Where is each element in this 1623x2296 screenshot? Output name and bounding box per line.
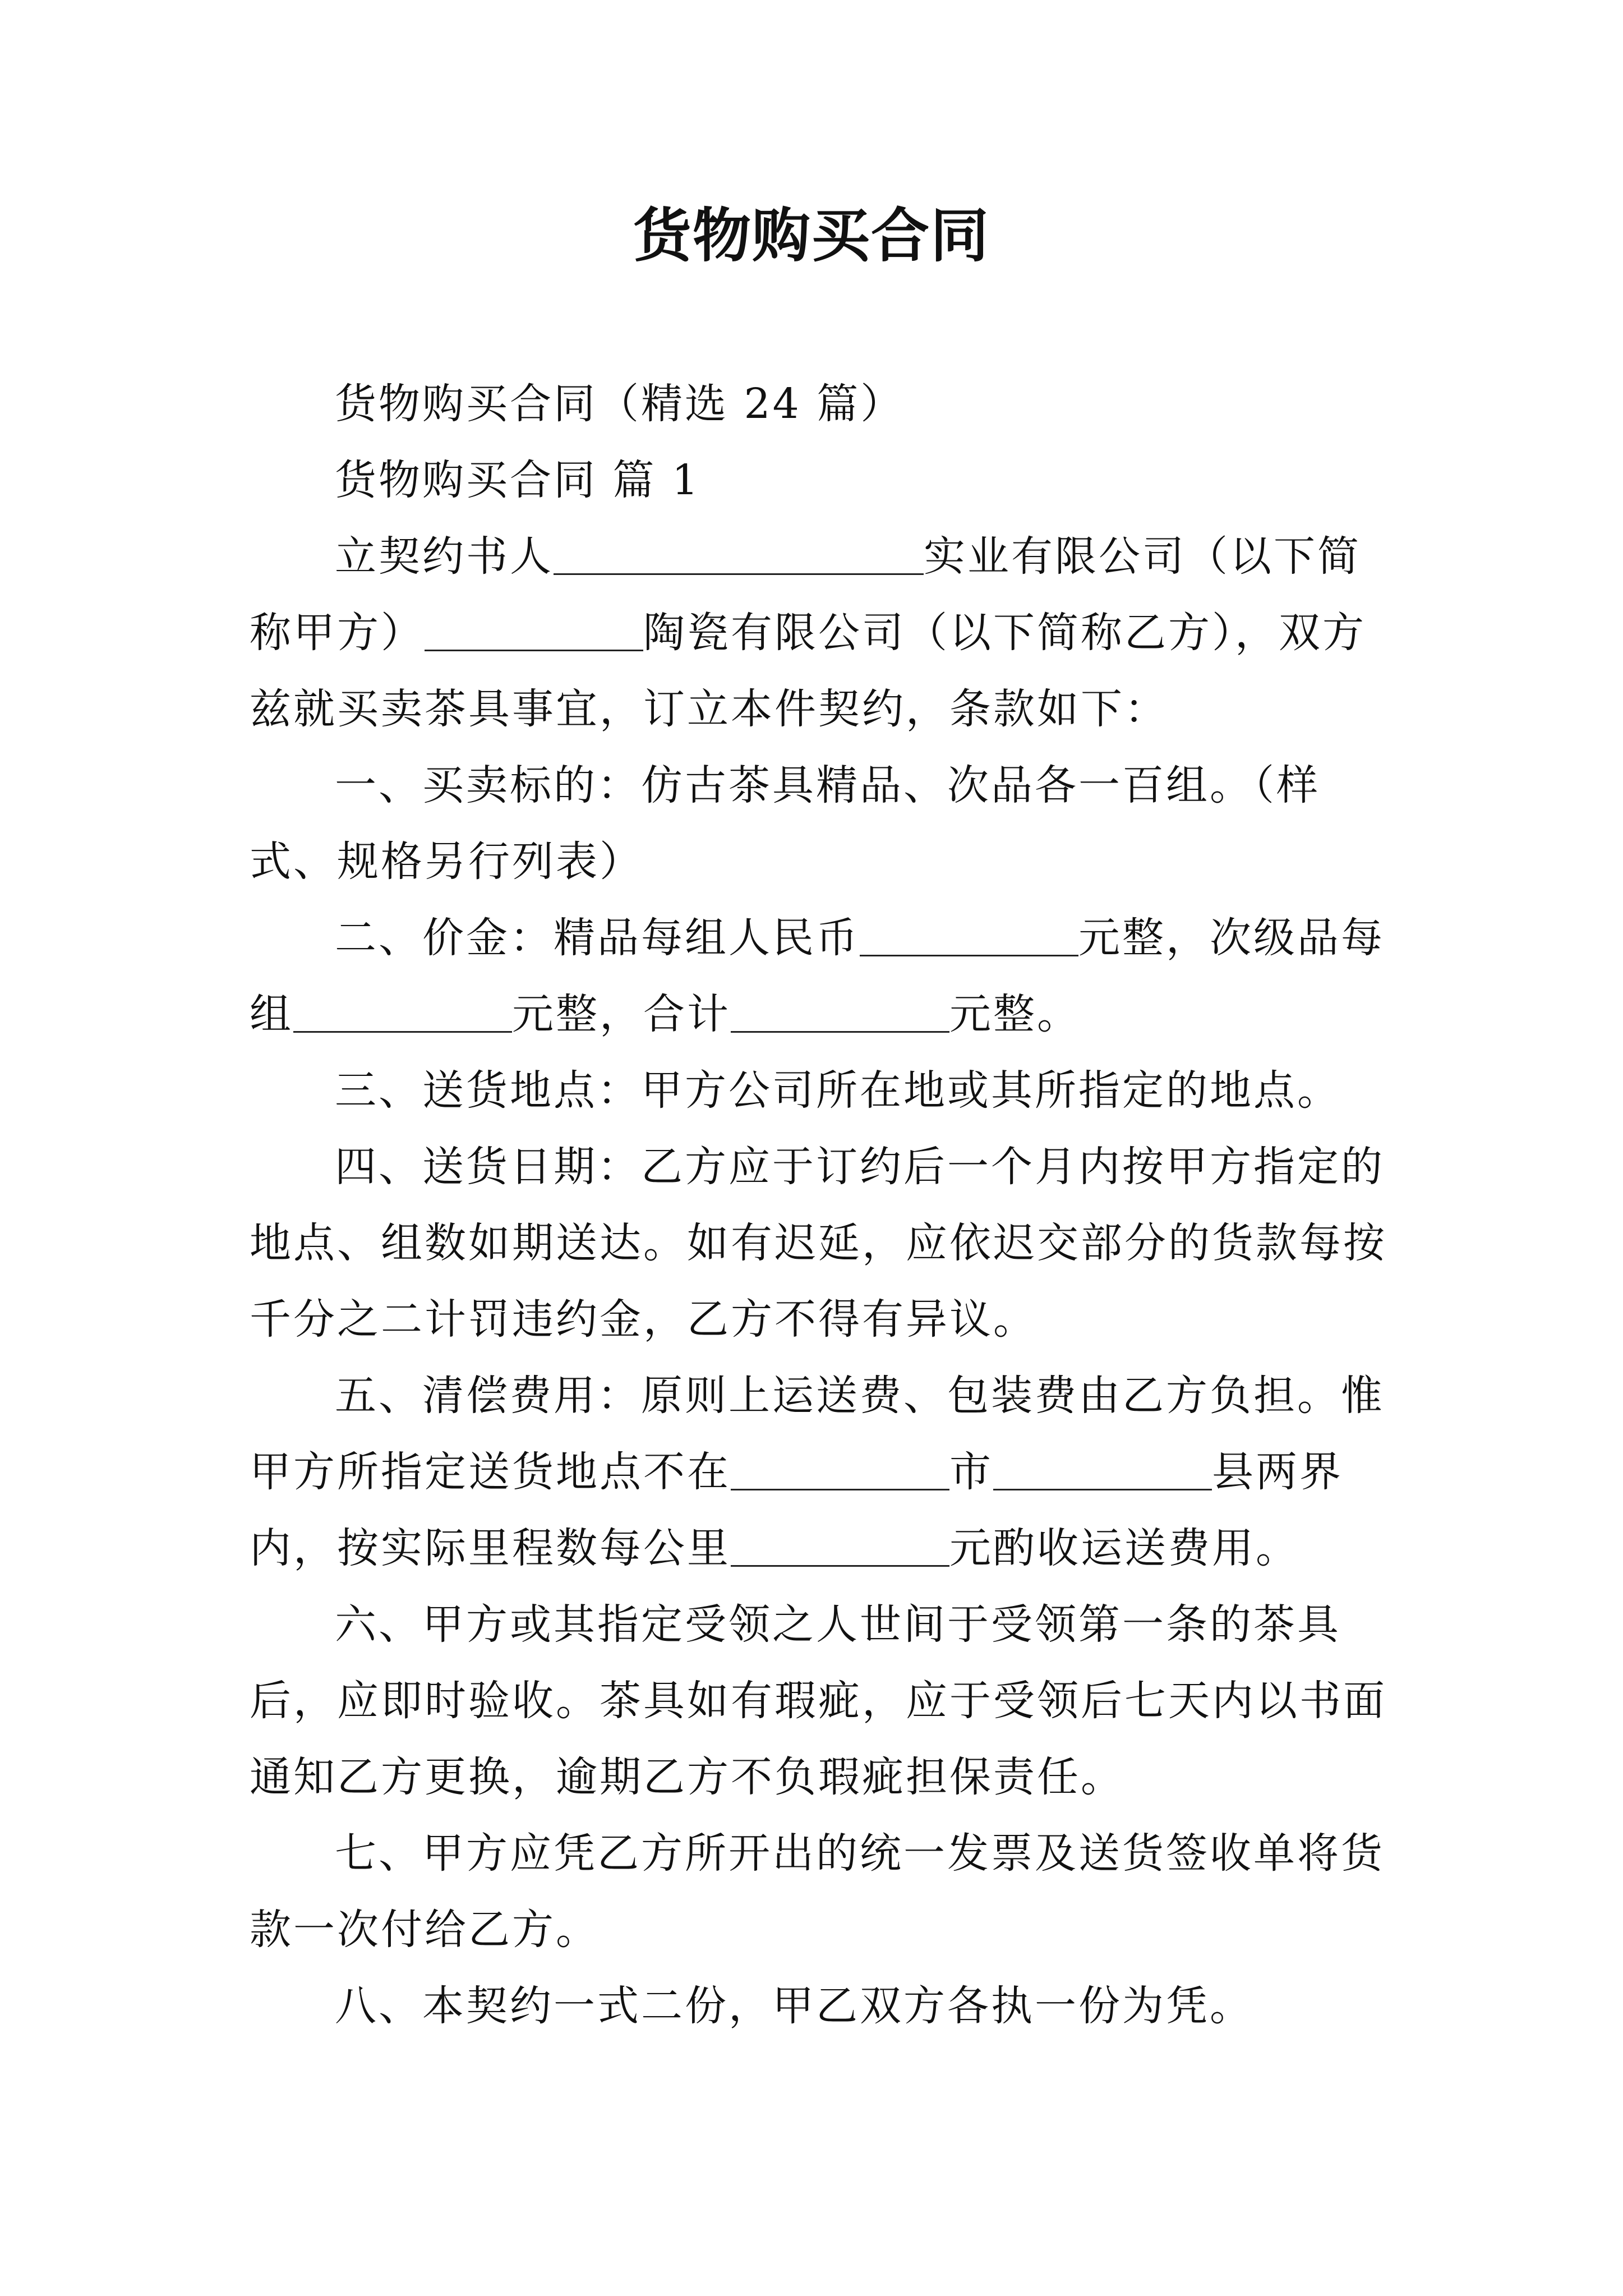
blank-line xyxy=(293,992,512,1033)
text-segment: 元酌收运送费用。 xyxy=(949,1524,1299,1572)
blank-line xyxy=(731,1450,949,1490)
paragraph-clause-3: 三、送货地点：甲方公司所在地或其所指定的地点。 xyxy=(335,1066,1341,1115)
document-title: 货物购买合同 xyxy=(633,201,990,270)
paragraph-clause-8: 八、本契约一式二份，甲乙双方各执一份为凭。 xyxy=(335,1982,1253,2030)
text-segment: 二、价金：精品每组人民币 xyxy=(335,914,860,962)
blank-line xyxy=(860,915,1078,956)
paragraph-parties xyxy=(250,518,1388,747)
blank-line xyxy=(554,534,924,575)
text-segment: 县两界内，按实际里程数每公里 xyxy=(250,1448,1343,1572)
paragraph-clause-5 xyxy=(250,1358,1388,1586)
blank-line xyxy=(731,992,949,1033)
paragraph-clause-4: 四、送货日期：乙方应于订约后一个月内按甲方指定的地点、组数如期送达。如有迟延，应依迟交部分的货款每按千分之二计罚违约金，乙方不得有异议。 xyxy=(250,1143,1387,1343)
blank-line xyxy=(425,610,643,651)
text-segment: 实业有限公司（以下简称甲方） xyxy=(250,532,1361,657)
text-segment: 元整。 xyxy=(949,990,1081,1038)
blank-line xyxy=(731,1526,949,1567)
paragraph-clause-2 xyxy=(250,900,1388,1052)
text-segment: 元整，次级品每组 xyxy=(250,914,1385,1038)
blank-line xyxy=(993,1450,1212,1490)
subtitle: 货物购买合同（精选 24 篇） xyxy=(335,380,905,428)
paragraph-clause-1: 一、买卖标的：仿古茶具精品、次品各一百组。（样式、规格另行列表） xyxy=(250,761,1320,886)
text-segment: 元整，合计 xyxy=(512,990,731,1038)
text-segment: 陶瓷有限公司（以下简称乙方），双方兹就买卖茶具事宜，订立本件契约，条款如下： xyxy=(250,609,1366,733)
section-heading: 货物购买合同 篇 1 xyxy=(335,456,701,504)
text-segment: 立契约书人 xyxy=(335,532,554,581)
document-body xyxy=(250,366,1388,2044)
text-segment: 市 xyxy=(949,1448,993,1496)
paragraph-clause-6: 六、甲方或其指定受领之人世间于受领第一条的茶具后，应即时验收。茶具如有瑕疵，应于受领后七天内以书面通知乙方更换，逾期乙方不负瑕疵担保责任。 xyxy=(250,1600,1387,1801)
text-segment: 五、清偿费用：原则上运送费、包装费由乙方负担。惟甲方所指定送货地点不在 xyxy=(250,1372,1385,1496)
paragraph-clause-7: 七、甲方应凭乙方所开出的统一发票及送货签收单将货款一次付给乙方。 xyxy=(250,1829,1385,1954)
